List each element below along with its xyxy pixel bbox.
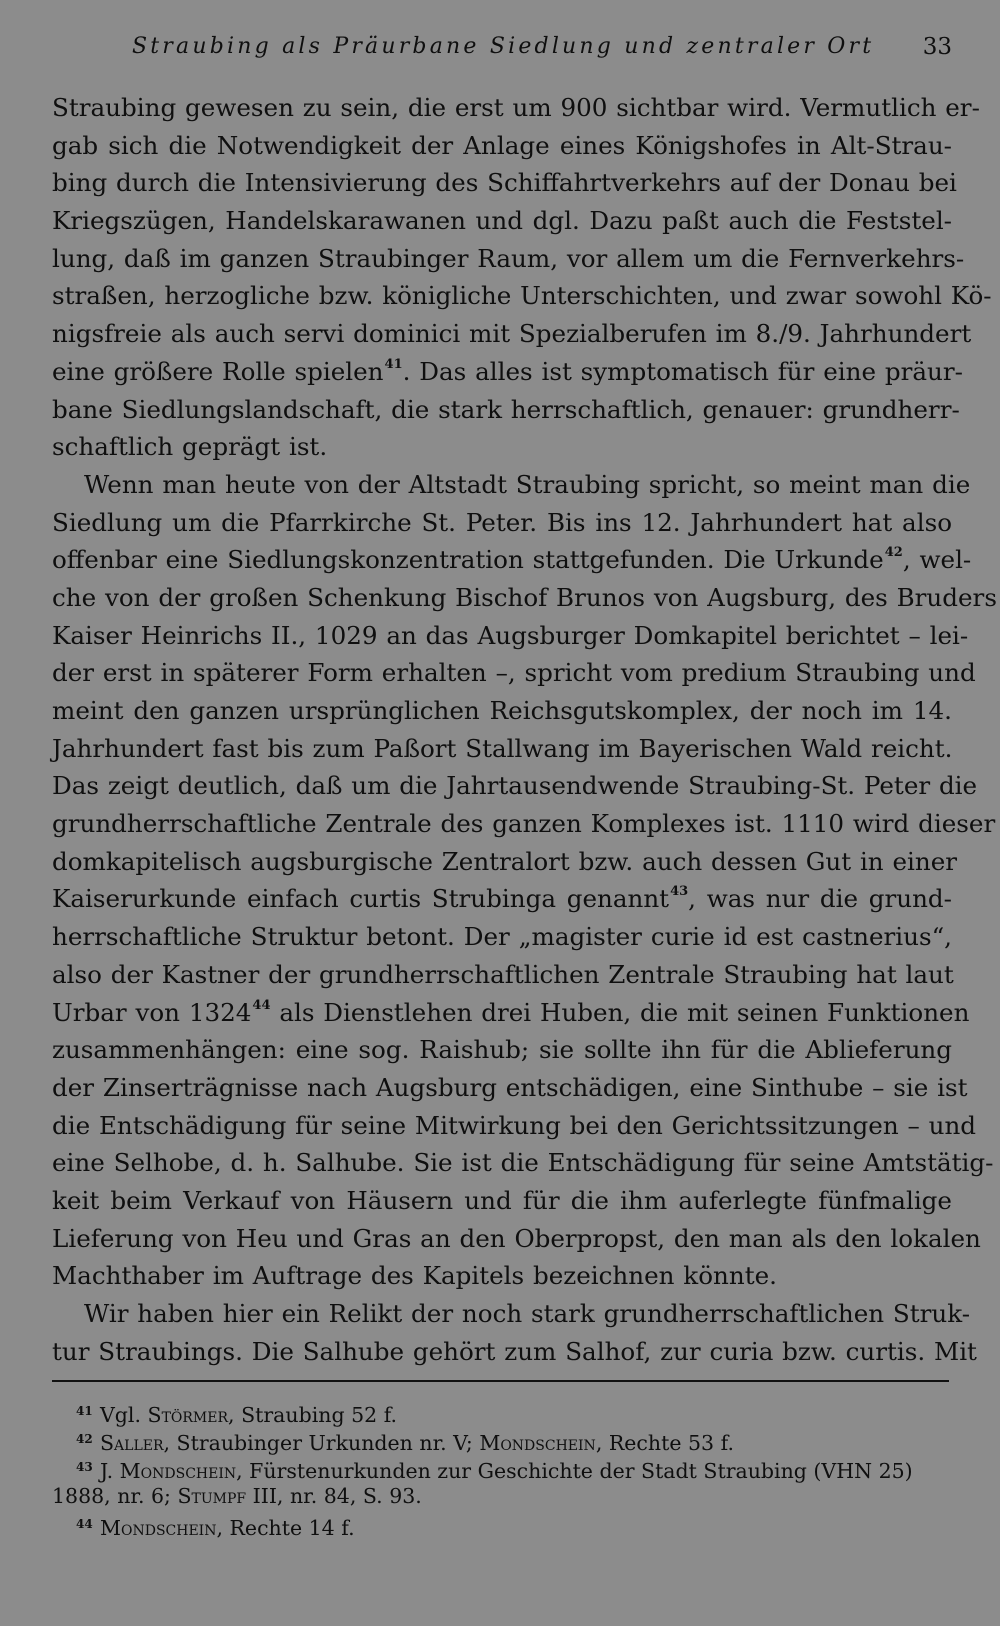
text-line: Kriegszügen, Handelskarawanen und dgl. Dazu paßt auch die Feststel- (52, 206, 952, 236)
text-line: Das zeigt deutlich, daß um die Jahrtausendwende Straubing-St. Peter die (52, 771, 978, 801)
text-line: straßen, herzogliche bzw. königliche Unterschichten, und zwar sowohl Kö- (52, 281, 992, 311)
footnote-ref[interactable]: 42 (884, 545, 903, 561)
text-line (52, 880, 952, 918)
text-fragment: offenbar eine Siedlungskonzentration stattgefunden. Die Urkunde (52, 545, 884, 575)
text-line: Jahrhundert fast bis zum Paßort Stallwang im Bayerischen Wald reicht. (52, 733, 953, 763)
text-line: Kaiser Heinrichs II., 1029 an das Augsburger Domkapitel berichtet – lei- (52, 620, 969, 650)
footnote-text: , Straubinger Urkunden nr. V; (163, 1431, 480, 1456)
text-line: lung, daß im ganzen Straubinger Raum, vor allem um die Fernverkehrs- (52, 243, 965, 273)
body-text (52, 89, 997, 1370)
text-line: meint den ganzen ursprünglichen Reichsgutskomplex, der noch im 14. (52, 696, 952, 725)
text-line: nigsfreie als auch servi dominici mit Spezialberufen im 8./9. Jahrhundert (52, 319, 972, 349)
author-name: Mondschein (100, 1515, 217, 1540)
footnote-text: , Fürstenurkunden zur Geschichte der Stadt Straubing (VHN 25) (236, 1459, 913, 1484)
text-line: eine Selhobe, d. h. Salhube. Sie ist die Entschädigung für seine Amtstätig- (52, 1148, 994, 1178)
text-line: keit beim Verkauf von Häusern und für die ihm auferlegte fünfmalige (52, 1185, 952, 1215)
footnote-ref[interactable]: 43 (670, 884, 689, 900)
author-name: Saller (100, 1431, 164, 1456)
text-line: grundherrschaftliche Zentrale des ganzen Komplexes ist. 1110 wird dieser (52, 809, 996, 839)
footnote-ref[interactable]: 44 (252, 997, 271, 1013)
text-line (52, 541, 972, 579)
text-line: Wir haben hier ein Relikt der noch stark grundherrschaftlichen Struk- (84, 1299, 971, 1328)
footnote (52, 1397, 952, 1425)
author-name: Störmer (147, 1403, 229, 1427)
footnote-number: 43 (76, 1460, 93, 1475)
footnote-text: 1888, nr. 6; (52, 1483, 178, 1508)
footnote-text: , Rechte 53 f. (595, 1431, 734, 1456)
text-line: tur Straubings. Die Salhube gehört zum Salhof, zur curia bzw. curtis. Mit (52, 1336, 977, 1366)
footnote (52, 1425, 952, 1456)
text-line: Straubing gewesen zu sein, die erst um 900 sichtbar wird. Vermutlich er- (52, 93, 980, 122)
author-name: Stumpf (177, 1483, 247, 1508)
text-line: Wenn man heute von der Altstadt Straubing spricht, so meint man die (84, 469, 971, 499)
footnote-number: 42 (76, 1432, 93, 1447)
page-header (52, 30, 952, 70)
text-fragment: als Dienstlehen drei Huben, die mit seinen Funktionen (270, 997, 970, 1027)
text-line: schaftlich geprägt ist. (52, 432, 328, 462)
author-name: Mondschein (479, 1431, 596, 1456)
footnote-divider (52, 1380, 949, 1382)
text-line: Lieferung von Heu und Gras an den Oberpropst, den man als den lokalen (52, 1223, 981, 1253)
footnote-text: , Rechte 14 f. (216, 1515, 355, 1540)
text-fragment: eine größere Rolle spielen (52, 356, 384, 386)
footnote-number: 44 (76, 1516, 93, 1531)
footnote-ref[interactable]: 41 (384, 356, 403, 372)
footnote (52, 1453, 952, 1484)
text-line (52, 353, 963, 391)
text-line: Machthaber im Auftrage des Kapitels bezeichnen könnte. (52, 1261, 777, 1291)
footnote-continuation (52, 1482, 952, 1510)
text-fragment: , was nur die grund- (688, 884, 952, 914)
text-line: che von der großen Schenkung Bischof Brunos von Augsburg, des Bruders (52, 582, 997, 612)
footnote-text: , Straubing 52 f. (228, 1403, 398, 1427)
text-line: also der Kastner der grundherrschaftlichen Zentrale Straubing hat laut (52, 959, 954, 989)
text-line: herrschaftliche Struktur betont. Der „magister curie id est castnerius“, (52, 922, 952, 952)
footnote (52, 1510, 952, 1538)
text-fragment: , wel- (902, 545, 972, 575)
text-line: bane Siedlungslandschaft, die stark herrschaftlich, genauer: grundherr- (52, 394, 960, 424)
text-fragment: Kaiserurkunde einfach curtis Strubinga genannt (52, 884, 670, 914)
footnote-text: J. (100, 1459, 120, 1484)
running-head: Straubing als Präurbane Siedlung und zentraler Ort (132, 34, 875, 59)
author-name: Mondschein (119, 1459, 237, 1484)
text-line: der Zinserträgnisse nach Augsburg entschädigen, eine Sinthube – sie ist (52, 1072, 968, 1102)
text-fragment: . Das alles ist symptomatisch für eine präur- (402, 356, 963, 386)
footnote-number: 41 (76, 1404, 93, 1418)
text-line: die Entschädigung für seine Mitwirkung bei den Gerichtssitzungen – und (52, 1110, 977, 1140)
text-line (52, 994, 970, 1032)
footnote-text: III, nr. 84, S. 93. (246, 1483, 422, 1508)
text-line: domkapitelisch augsburgische Zentralort bzw. auch dessen Gut in einer (52, 846, 958, 876)
footnote-text: Vgl. (100, 1403, 148, 1427)
text-line: bing durch die Intensivierung des Schiffahrtverkehrs auf der Donau bei (52, 168, 957, 198)
text-line: der erst in späterer Form erhalten –, spricht vom predium Straubing und (52, 658, 976, 688)
page-number: 33 (922, 34, 952, 60)
footnotes (52, 1397, 952, 1538)
text-line: gab sich die Notwendigkeit der Anlage eines Königshofes in Alt-Strau- (52, 130, 952, 160)
text-fragment: Urbar von 1324 (52, 997, 252, 1027)
text-line: zusammenhängen: eine sog. Raishub; sie sollte ihn für die Ablieferung (52, 1035, 952, 1065)
text-line: Siedlung um die Pfarrkirche St. Peter. Bis ins 12. Jahrhundert hat also (52, 507, 952, 537)
